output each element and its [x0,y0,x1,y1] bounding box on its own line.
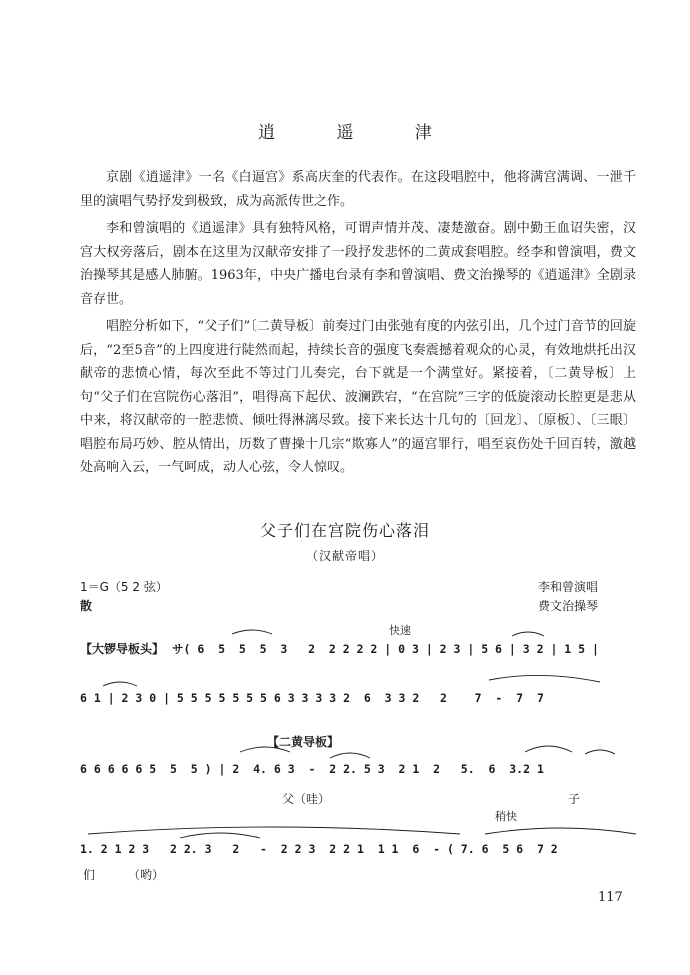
lyric-fu: 父（哇） [282,792,331,806]
notation-line-3: 6 6 6 6 6 5 5 5 ) | 2 4. 6 3 - 2 2. 5 3 2 1 2 5. 6 3.2 1 [80,762,544,776]
credit-singer: 李和曾演唱 [538,580,599,594]
tempo-marking: 散 [80,599,93,613]
credit-accompanist: 费文治操琴 [538,599,599,613]
lyric-yo: （哟） [128,868,165,882]
notation-line-2: 6 1 | 2 3 0 | 5 5 5 5 5 5 5 6 3 3 3 3 2 6 3 3 2 2 7 - 7 7 [80,691,544,705]
song-title: 父子们在宫院伤心落泪 [259,521,430,540]
intro-text [80,166,636,484]
section-label-erhuang-daoban: 【二黄导板】 [267,735,340,749]
key-signature: 1＝G（5 2 弦） [80,580,168,594]
notation-line-1: サ( 6 5 5 5 3 2 2 2 2 2 | 0 3 | 2 3 | 5 6 | 3 2 | 1 5 | [172,642,599,656]
intro-paragraph-3: 唱腔分析如下，“父子们”〔二黄导板〕前奏过门由张弛有度的内弦引出，几个过门音节的回旋后，“2至5音”的上四度进行陡然而起，持续长音的强度飞奏震撼着观众的心灵，有效地烘托出汉献帝的悲愤心情，每次至此不等过门儿奏完，台下就是一个满堂好。紧接着，〔二黄导板〕上句“父子们在宫院伤心落泪”，唱得高下起伏、波澜跌宕，“在宫院”三字的低旋滚动长腔更是悲从中来，将汉献帝的一腔悲愤、倾吐得淋漓尽致。接下来长达十几句的〔回龙〕、〔原板〕、〔三眼〕唱腔布局巧妙、腔从情出，历数了曹操十几宗“欺寡人”的逼宫罪行，唱至哀伤处千回百转，激越处高响入云，一气呵成，动人心弦，令人惊叹。 [80,319,636,475]
lyric-zi: 子 [568,792,581,806]
tempo-mark-kuaisu: 快速 [389,624,411,637]
page-number: 117 [598,890,623,905]
intro-paragraph-1: 京剧《逍遥津》一名《白逼宫》系高庆奎的代表作。在这段唱腔中，他将满宫满调、一泄千里的演唱气势抒发到极致，成为高派传世之作。 [80,170,636,209]
page-title: 逍 遥 津 [258,123,460,143]
lyric-men: 们 [83,868,96,882]
notation-line-4: 1. 2 1 2 3 2 2. 3 2 - 2 2 3 2 2 1 1 1 6 - ( 7. 6 5 6 7 2 [80,842,558,856]
tempo-mark-shaokuai: 稍快 [495,810,517,823]
intro-paragraph-2: 李和曾演唱的《逍遥津》具有独特风格，可谓声情并茂、凄楚激奋。剧中勤王血诏失密，汉宫大权旁落后，剧本在这里为汉献帝安排了一段抒发悲怀的二黄成套唱腔。经李和曾演唱，费文治操琴其是感人肺腑。1963年，中央广播电台录有李和曾演唱、费文治操琴的《逍遥津》全剧录音存世。 [80,221,636,307]
section-label-daluo: 【大锣导板头】 [80,642,165,656]
song-subtitle: （汉献帝唱） [305,549,384,563]
